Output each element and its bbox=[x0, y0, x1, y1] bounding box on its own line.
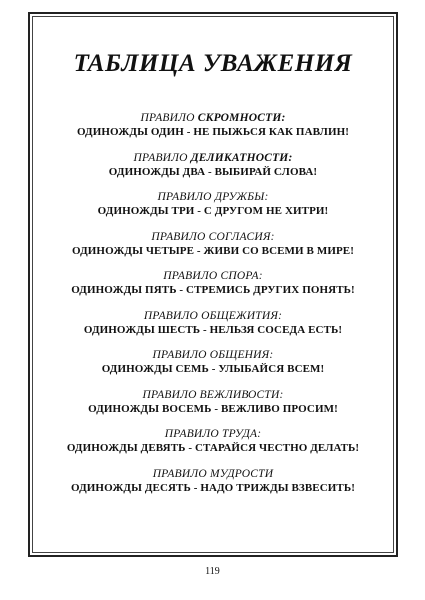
rule-name bbox=[36, 190, 390, 204]
rule-name bbox=[36, 467, 390, 481]
rule-name bbox=[36, 269, 390, 283]
rule-label: ПРАВИЛО ОБЩЕНИЯ: bbox=[152, 349, 274, 361]
rule-item bbox=[36, 111, 390, 151]
rule-text: ОДИНОЖДЫ ТРИ - С ДРУГОМ НЕ ХИТРИ! bbox=[97, 205, 329, 217]
rule-label: ПРАВИЛО ДРУЖБЫ: bbox=[157, 191, 269, 203]
rule-item bbox=[36, 467, 390, 507]
rule-text: ОДИНОЖДЫ ДЕВЯТЬ - СТАРАЙСЯ ЧЕСТНО ДЕЛАТЬ! bbox=[66, 442, 360, 454]
page-title: ТАБЛИЦА УВАЖЕНИЯ bbox=[73, 50, 353, 77]
rule-label: ПРАВИЛО СПОРА: bbox=[163, 270, 263, 282]
rule-text: ОДИНОЖДЫ ШЕСТЬ - НЕЛЬЗЯ СОСЕДА ЕСТЬ! bbox=[83, 323, 343, 336]
rule-item bbox=[36, 151, 390, 191]
rule-name bbox=[36, 427, 390, 441]
rule-label: ПРАВИЛО bbox=[133, 151, 191, 164]
rule-text: ОДИНОЖДЫ ПЯТЬ - СТРЕМИСЬ ДРУГИХ ПОНЯТЬ! bbox=[71, 284, 355, 296]
rule-name bbox=[36, 230, 390, 244]
rule-label-emphasis: СКРОМНОСТИ: bbox=[197, 112, 286, 124]
rule-text: ОДИНОЖДЫ СЕМЬ - УЛЫБАЙСЯ ВСЕМ! bbox=[101, 363, 325, 375]
rule-text: ОДИНОЖДЫ ВОСЕМЬ - ВЕЖЛИВО ПРОСИМ! bbox=[88, 402, 338, 415]
rule-item bbox=[36, 190, 390, 230]
rule-label-emphasis: ДЕЛИКАТНОСТИ: bbox=[190, 151, 293, 164]
rule-text: ОДИНОЖДЫ ЧЕТЫРЕ - ЖИВИ СО ВСЕМИ В МИРЕ! bbox=[71, 244, 354, 257]
rule-label: ПРАВИЛО bbox=[140, 112, 198, 124]
rule-label: ПРАВИЛО ВЕЖЛИВОСТИ: bbox=[142, 388, 284, 401]
rule-label: ПРАВИЛО ТРУДА: bbox=[164, 428, 262, 440]
rules-list bbox=[36, 111, 390, 506]
rule-item bbox=[36, 348, 390, 388]
rule-item bbox=[36, 230, 390, 270]
rule-name bbox=[36, 309, 390, 323]
rule-item bbox=[36, 309, 390, 349]
page-number: 119 bbox=[205, 566, 220, 577]
rule-label: ПРАВИЛО МУДРОСТИ bbox=[152, 467, 274, 480]
rule-item bbox=[36, 388, 390, 428]
rule-text: ОДИНОЖДЫ ОДИН - НЕ ПЫЖЬСЯ КАК ПАВЛИН! bbox=[76, 126, 350, 138]
rule-text: ОДИНОЖДЫ ДВА - ВЫБИРАЙ СЛОВА! bbox=[108, 165, 318, 178]
rule-name bbox=[36, 348, 390, 362]
rule-label: ПРАВИЛО СОГЛАСИЯ: bbox=[151, 230, 275, 243]
rule-label: ПРАВИЛО ОБЩЕЖИТИЯ: bbox=[143, 309, 283, 322]
rule-name bbox=[36, 111, 390, 125]
rule-name bbox=[36, 388, 390, 402]
rule-item bbox=[36, 269, 390, 309]
page-frame bbox=[28, 12, 398, 557]
rule-item bbox=[36, 427, 390, 467]
rule-name bbox=[36, 151, 390, 165]
rule-text: ОДИНОЖДЫ ДЕСЯТЬ - НАДО ТРИЖДЫ ВЗВЕСИТЬ! bbox=[70, 481, 355, 494]
